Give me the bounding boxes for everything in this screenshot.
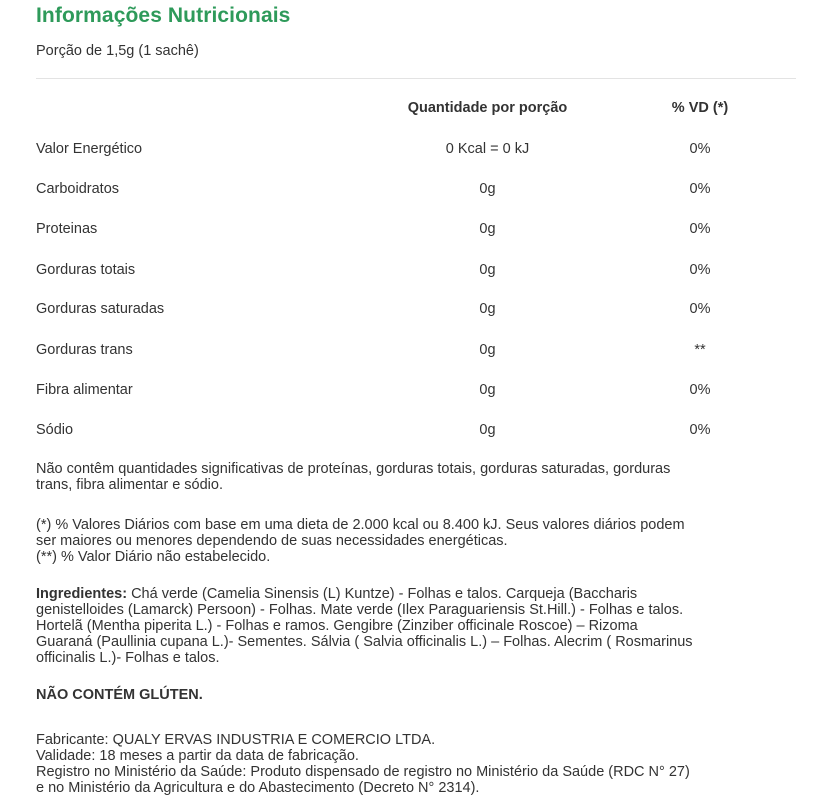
ingredients-label: Ingredientes:	[36, 586, 128, 602]
table-row	[36, 181, 776, 201]
nutrient-name: Proteinas	[36, 221, 98, 237]
nutrient-quantity: 0g	[479, 342, 496, 358]
nutrient-quantity: 0g	[479, 301, 496, 317]
nutrient-name: Sódio	[36, 422, 74, 438]
nutrient-name: Gorduras trans	[36, 342, 133, 358]
nutrient-vd: 0%	[689, 422, 711, 438]
manufacturer-line: Fabricante: QUALY ERVAS INDUSTRIA E COMERCIO LTDA.	[36, 732, 436, 748]
nutrient-quantity: 0 Kcal = 0 kJ	[445, 141, 530, 157]
ingredients-text: officinalis L.)- Folhas e talos.	[36, 650, 220, 666]
validity-line: Validade: 18 meses a partir da data de fabricação.	[36, 748, 359, 764]
nutrient-vd: 0%	[689, 181, 711, 197]
page-title: Informações Nutricionais	[36, 4, 291, 27]
footnote-line: (**) % Valor Diário não estabelecido.	[36, 549, 271, 565]
table-row	[36, 221, 776, 241]
column-header-vd: % VD (*)	[671, 100, 729, 116]
footnote-line: (*) % Valores Diários com base em uma dieta de 2.000 kcal ou 8.400 kJ. Seus valores diários podem	[36, 517, 685, 533]
nutrient-name: Valor Energético	[36, 141, 143, 157]
table-row	[36, 141, 776, 161]
ingredients-text: Hortelã (Mentha piperita L.) - Folhas e ramos. Gengibre (Zinziber officinale Roscoe) – Rizoma	[36, 618, 638, 634]
nutrient-vd: 0%	[689, 262, 711, 278]
insignificant-note	[36, 461, 781, 493]
note-line: trans, fibra alimentar e sódio.	[36, 477, 223, 493]
gluten-statement: NÃO CONTÉM GLÚTEN.	[36, 687, 203, 703]
nutrient-vd: 0%	[689, 221, 711, 237]
nutrient-vd: **	[694, 342, 706, 358]
nutrient-quantity: 0g	[479, 382, 496, 398]
nutrient-quantity: 0g	[479, 422, 496, 438]
nutrient-quantity: 0g	[479, 181, 496, 197]
ingredients-block	[36, 586, 781, 666]
table-row	[36, 382, 776, 402]
ingredients-text: Chá verde (Camelia Sinensis (L) Kuntze) - Folhas e talos. Carqueja (Baccharis	[127, 586, 638, 602]
nutrient-quantity: 0g	[479, 262, 496, 278]
table-row	[36, 422, 776, 442]
ingredients-text: genistelloides (Lamarck) Persoon) - Folhas. Mate verde (Ilex Paraguariensis St.Hill.) - Folhas e talos.	[36, 602, 684, 618]
nutrient-name: Carboidratos	[36, 181, 120, 197]
table-row	[36, 342, 776, 362]
nutrient-quantity: 0g	[479, 221, 496, 237]
table-row	[36, 262, 776, 282]
nutrient-name: Gorduras totais	[36, 262, 136, 278]
divider	[36, 78, 796, 79]
portion-size: Porção de 1,5g (1 sachê)	[36, 43, 199, 59]
nutrient-vd: 0%	[689, 301, 711, 317]
registry-line: e no Ministério da Agricultura e do Abastecimento (Decreto N° 2314).	[36, 780, 480, 796]
vd-footnote	[36, 517, 781, 565]
column-header-quantity: Quantidade por porção	[407, 100, 568, 116]
ingredients-text: Guaraná (Paullinia cupana L.)- Sementes. Sálvia ( Salvia officinalis L.) – Folhas. Alecrim ( Rosmarinus	[36, 634, 693, 650]
nutrient-vd: 0%	[689, 382, 711, 398]
registry-line: Registro no Ministério da Saúde: Produto dispensado de registro no Ministério da Saúde (RDC N° 27)	[36, 764, 690, 780]
nutrient-vd: 0%	[689, 141, 711, 157]
nutrient-name: Fibra alimentar	[36, 382, 133, 398]
nutrient-name: Gorduras saturadas	[36, 301, 165, 317]
note-line: Não contêm quantidades significativas de proteínas, gorduras totais, gorduras saturadas, gorduras	[36, 461, 671, 477]
manufacturer-info	[36, 732, 781, 796]
table-row	[36, 301, 776, 321]
footnote-line: ser maiores ou menores dependendo de suas necessidades energéticas.	[36, 533, 508, 549]
